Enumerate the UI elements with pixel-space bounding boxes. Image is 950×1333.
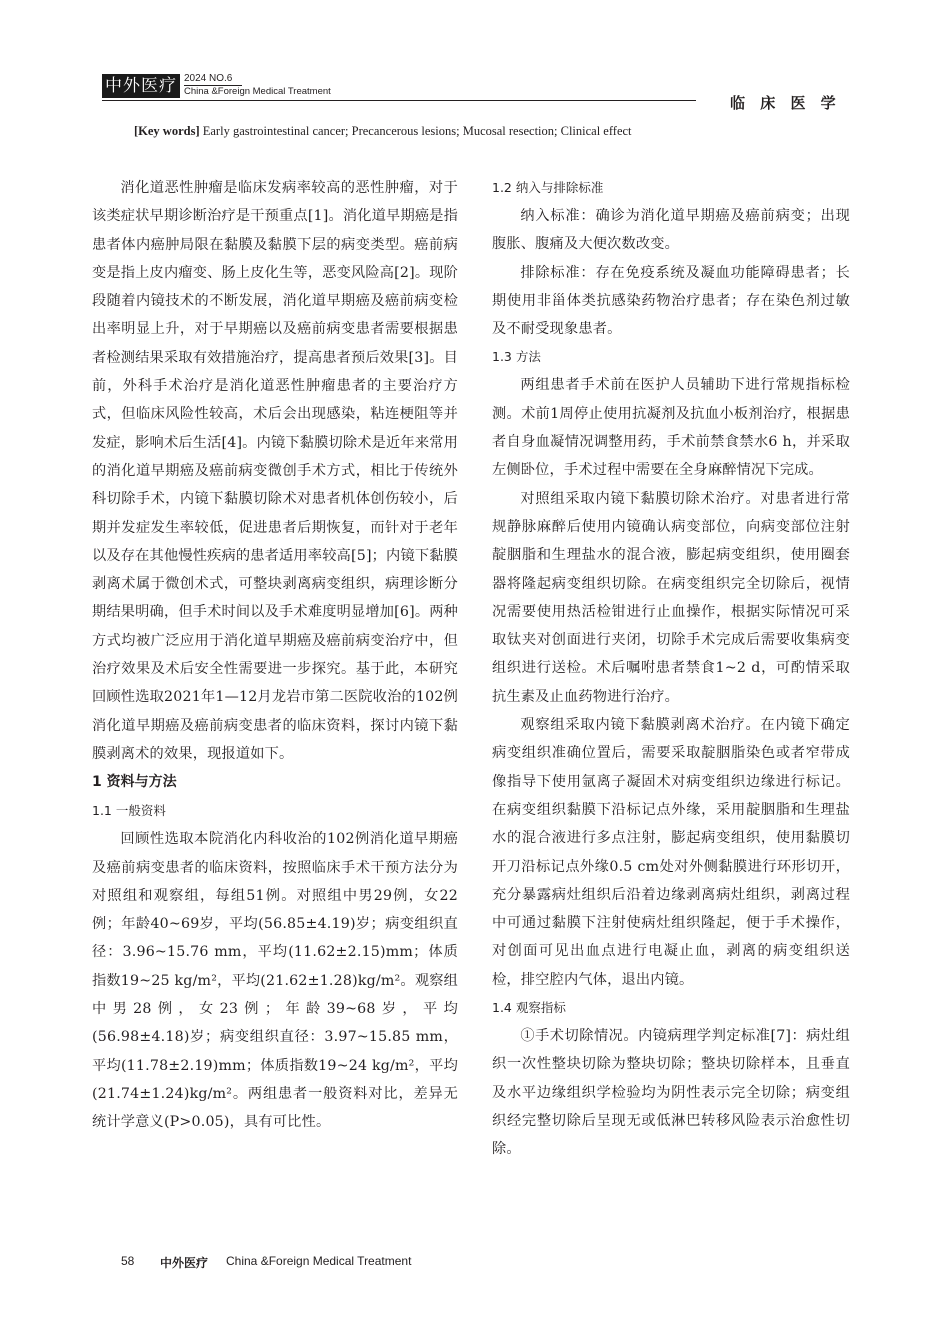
heading-indicators: 1.4 观察指标 [492, 1000, 566, 1016]
exclusion-paragraph: 排除标准：存在免疫系统及凝血功能障碍患者；长期使用非甾体类抗感染药物治疗患者；存在染色剂过敏及不耐受现象患者。 [492, 264, 850, 338]
heading-general-data: 1.1 一般资料 [92, 803, 166, 819]
heading-methods: 1.3 方法 [492, 349, 541, 365]
keywords-text: Early gastrointestinal cancer; Precancerous lesions; Mucosal resection; Clinical effect [199, 124, 632, 138]
header-rule [102, 100, 696, 101]
indicators-paragraph: ①手术切除情况。内镜病理学判定标准[7]：病灶组织一次性整块切除为整块切除；整块切除样本，且垂直及水平边缘组织学检验均为阴性表示完全切除；病变组织经完整切除后呈现无或低淋巴转移风险表示治愈性切除。 [492, 1028, 850, 1158]
general-data-paragraph: 回顾性选取本院消化内科收治的102例消化道早期癌及癌前病变患者的临床资料，按照临床手术干预方法分为对照组和观察组，每组51例。对照组中男29例，女22例；年龄40~69岁，平均(56.85±4.19)岁；病变组织直径：3.96~15.76 mm，平均(11.62±2.15)mm；体质指数19~25 kg/m²，平均(21.62±1.28)kg/m²。观察组中男28例，女23例；年龄39~68岁，平均(56.98±4.18)岁；病变组织直径：3.97~15.85 mm，平均(11.78±2.19)mm；体质指数19~24 kg/m²，平均(21.74±1.24)kg/m²。两组患者一般资料对比，差异无统计学意义(P>0.05)，具有可比性。 [92, 831, 458, 1131]
left-column [92, 174, 458, 1137]
observation-group-paragraph: 观察组采取内镜下黏膜剥离术治疗。在内镜下确定病变组织准确位置后，需要采取靛胭脂染色或者窄带成像指导下使用氩离子凝固术对病变组织边缘进行标记。在病变组织黏膜下沿标记点外缘，采用靛胭脂和生理盐水的混合液进行多点注射，膨起病变组织，使用黏膜切开刀沿标记点外缘0.5 cm处对外侧黏膜进行环形切开，充分暴露病灶组织后沿着边缘剥离病灶组织，剥离过程中可通过黏膜下注射使病灶组织隆起，便于手术操作，对创面可见出血点进行电凝止血，剥离的病变组织送检，排空腔内气体，退出内镜。 [492, 717, 850, 988]
section-title: 临 床 医 学 [730, 94, 841, 112]
intro-paragraph: 消化道恶性肿瘤是临床发病率较高的恶性肿瘤，对于该类症状早期诊断治疗是干预重点[1]。消化道早期癌是指患者体内癌肿局限在黏膜及黏膜下层的病变类型。癌前病变是指上皮内瘤变、肠上皮化生等，恶变风险高[2]。现阶段随着内镜技术的不断发展，消化道早期癌及癌前病变检出率明显上升，对于早期癌以及癌前病变患者需要根据患者检测结果采取有效措施治疗，提高患者预后效果[3]。目前，外科手术治疗是消化道恶性肿瘤患者的主要治疗方式，但临床风险性较高，术后会出现感染，粘连梗阻等并发症，影响术后生活[4]。内镜下黏膜切除术是近年来常用的消化道早期癌及癌前病变微创手术方式，相比于传统外科切除手术，内镜下黏膜切除术对患者机体创伤较小，后期并发症发生率较低，促进患者后期恢复，而针对于老年以及存在其他慢性疾病的患者适用率较高[5]；内镜下黏膜剥离术属于微创术式，可整块剥离病变组织，病理诊断分期结果明确，但手术时间以及手术难度明显增加[6]。两种方式均被广泛应用于消化道早期癌及癌前病变治疗中，但治疗效果及术后安全性需要进一步探究。基于此，本研究回顾性选取2021年1—12月龙岩市第二医院收治的102例消化道早期癌及癌前病变患者的临床资料，探讨内镜下黏膜剥离术的效果，现报道如下。 [92, 180, 458, 762]
keywords-label: [Key words] [134, 124, 200, 138]
footer-journal-zh: 中外医疗 [160, 1256, 209, 1270]
footer-journal-en: China &Foreign Medical Treatment [226, 1254, 412, 1268]
heading-criteria: 1.2 纳入与排除标准 [492, 180, 604, 195]
journal-logo: 中外医疗 [102, 74, 180, 98]
heading-materials-methods: 1 资料与方法 [92, 774, 177, 791]
methods-paragraph: 两组患者手术前在医护人员辅助下进行常规指标检测。术前1周停止使用抗凝剂及抗血小板剂治疗，根据患者自身血凝情况调整用药，手术前禁食禁水6 h，并采取左侧卧位，手术过程中需要在全身麻醉情况下完成。 [492, 377, 850, 479]
control-group-paragraph: 对照组采取内镜下黏膜切除术治疗。对患者进行常规静脉麻醉后使用内镜确认病变部位，向病变部位注射靛胭脂和生理盐水的混合液，膨起病变组织，使用圈套器将隆起病变组织切除。在病变组织完全切除后，视情况需要使用热活检钳进行止血操作，根据实际情况可采取钛夹对创面进行夹闭，切除手术完成后需要收集病变组织进行送检。术后嘱咐患者禁食1~2 d，可酌情采取抗生素及止血药物进行治疗。 [492, 490, 850, 705]
page-number: 58 [121, 1254, 135, 1268]
year-issue: 2024 NO.6 [184, 73, 233, 84]
inclusion-paragraph: 纳入标准：确诊为消化道早期癌及癌前病变；出现腹胀、腹痛及大便次数改变。 [492, 208, 850, 253]
right-column [492, 174, 850, 1164]
journal-subtitle: China &Foreign Medical Treatment [184, 86, 331, 97]
keywords [134, 124, 632, 139]
